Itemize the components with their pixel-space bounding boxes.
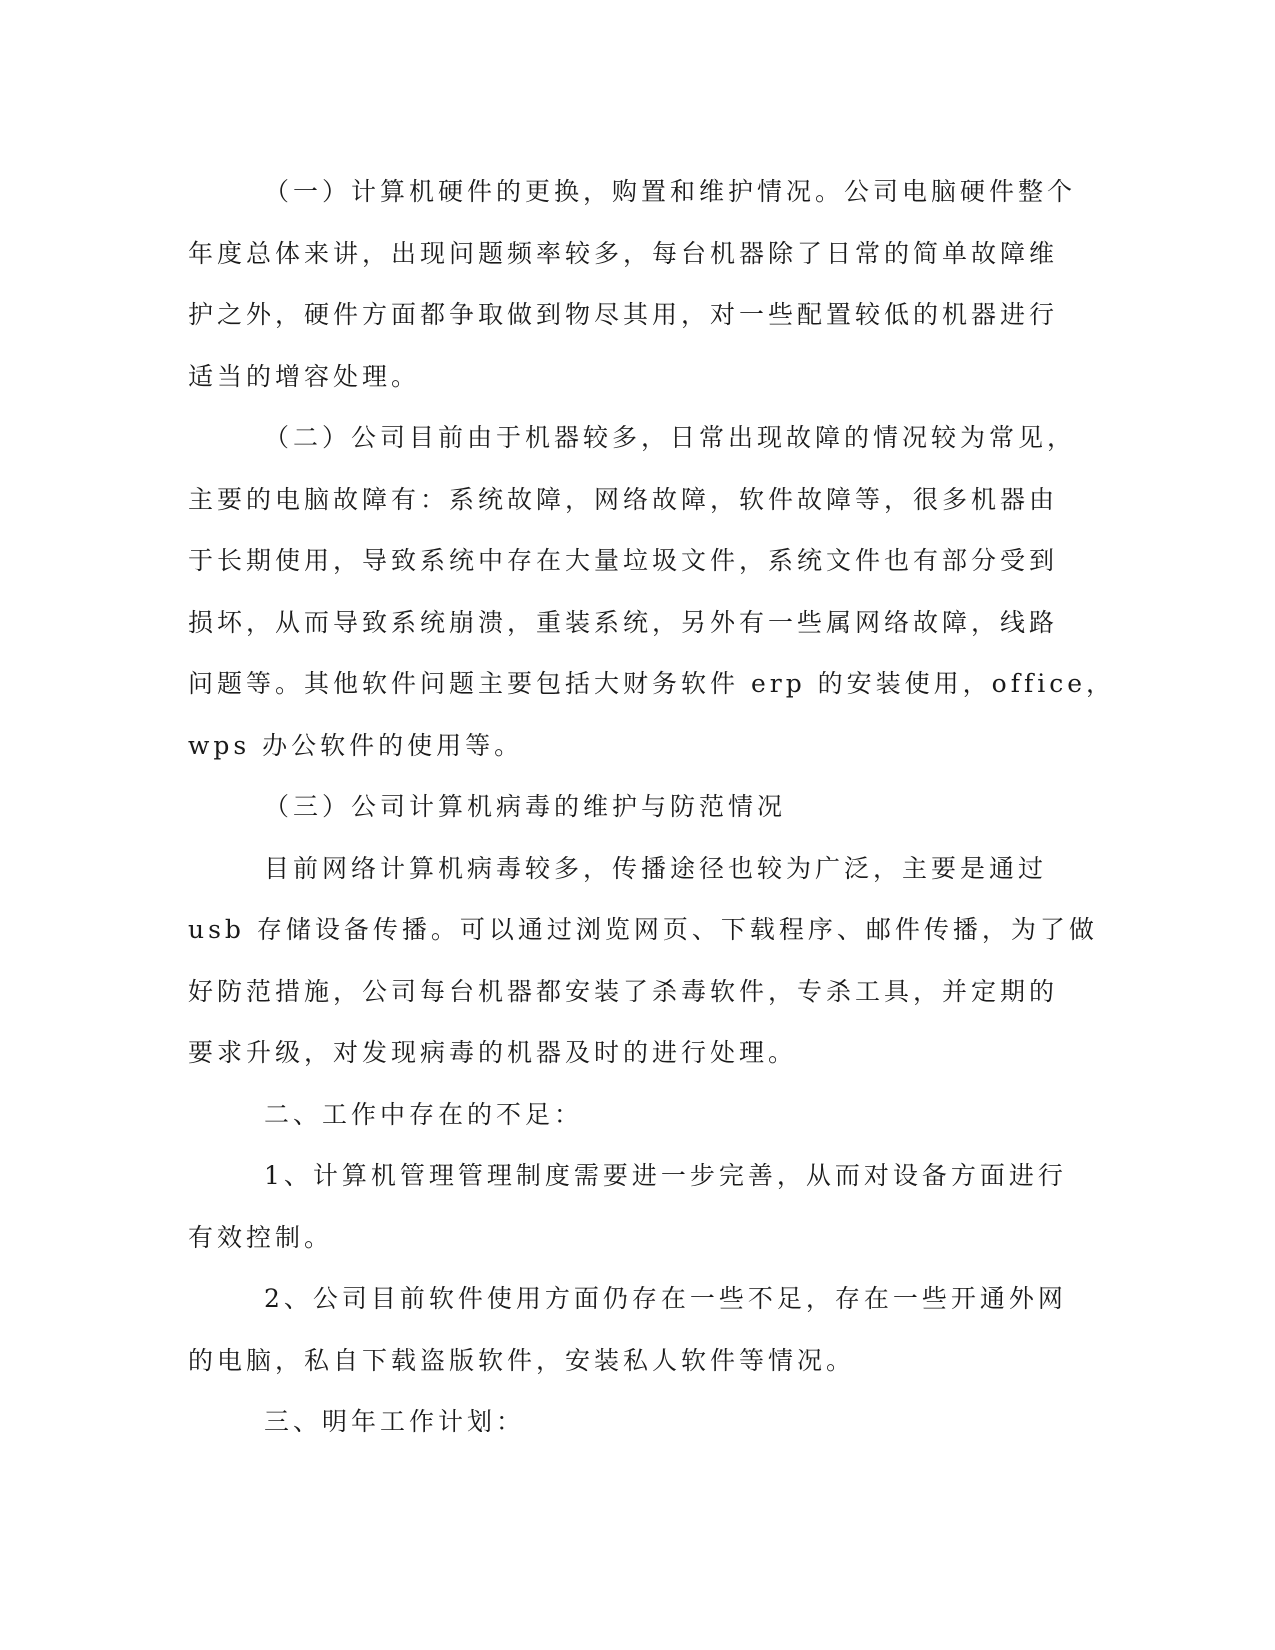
paragraph-line: 1、计算机管理管理制度需要进一步完善，从而对设备方面进行 [264, 1161, 1067, 1190]
section-heading: 二、工作中存在的不足： [264, 1099, 584, 1129]
section-heading: （三）公司计算机病毒的维护与防范情况 [264, 792, 787, 821]
paragraph-line: （二）公司目前由于机器较多，日常出现故障的情况较为常见， [264, 423, 1077, 452]
paragraph-line: 要求升级，对发现病毒的机器及时的进行处理。 [188, 1038, 798, 1067]
paragraph-line: 于长期使用，导致系统中存在大量垃圾文件，系统文件也有部分受到 [188, 546, 1059, 575]
paragraph-line: 好防范措施，公司每台机器都安装了杀毒软件，专杀工具，并定期的 [188, 976, 1059, 1006]
paragraph-line: wps 办公软件的使用等。 [188, 730, 524, 760]
paragraph-line: 的电脑，私自下载盗版软件，安装私人软件等情况。 [188, 1345, 856, 1375]
paragraph-line: 损坏，从而导致系统崩溃，重装系统，另外有一些属网络故障，线路 [188, 607, 1059, 637]
paragraph-line: 适当的增容处理。 [188, 361, 421, 391]
paragraph-line: 年度总体来讲，出现问题频率较多，每台机器除了日常的简单故障维 [188, 238, 1059, 268]
paragraph-line: 目前网络计算机病毒较多，传播途径也较为广泛，主要是通过 [264, 853, 1048, 883]
paragraph-line: 问题等。其他软件问题主要包括大财务软件 erp 的安装使用，office， [188, 669, 1115, 698]
paragraph-line: usb 存储设备传播。可以通过浏览网页、下载程序、邮件传播，为了做 [188, 915, 1098, 944]
paragraph-line: 护之外，硬件方面都争取做到物尽其用，对一些配置较低的机器进行 [188, 300, 1059, 329]
paragraph-line: 主要的电脑故障有：系统故障，网络故障，软件故障等，很多机器由 [188, 484, 1059, 514]
paragraph-line: 2、公司目前软件使用方面仍存在一些不足，存在一些开通外网 [264, 1284, 1067, 1313]
paragraph-line: （一）计算机硬件的更换，购置和维护情况。公司电脑硬件整个 [264, 177, 1077, 206]
document-body [188, 161, 1115, 1453]
section-heading: 三、明年工作计划： [264, 1407, 526, 1436]
paragraph-line: 有效控制。 [188, 1222, 334, 1252]
